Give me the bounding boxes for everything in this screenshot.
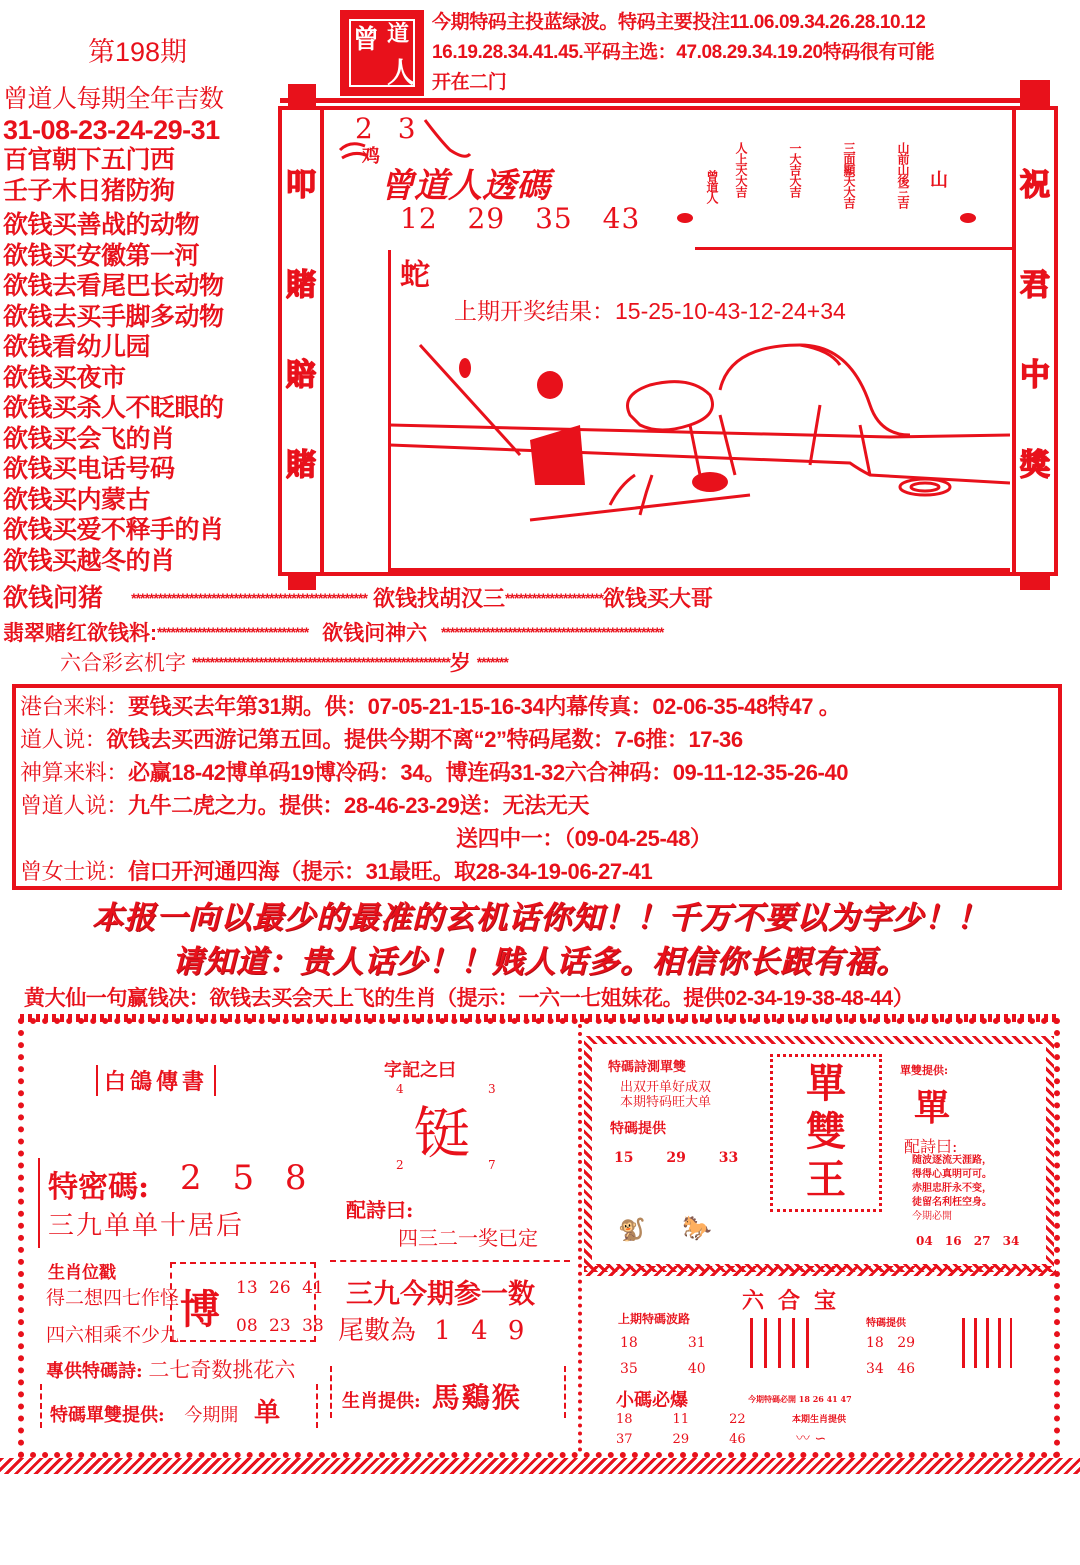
riddle-item: 欲钱买夜市 (3, 362, 126, 392)
tema-label: 特密碼: (48, 1170, 150, 1205)
riddle-item: 欲钱买杀人不眨眼的 (3, 393, 224, 422)
dashed-rule (330, 1260, 570, 1262)
vertical-verse: 一大吉大吉 (788, 142, 802, 197)
slogan-line: 请知道：贵人话少！！贱人话多。相信你长跟有福。 (172, 944, 908, 980)
bo-row: 13 26 41 (236, 1278, 324, 1298)
lucky-numbers: 31-08-23-24-29-31 (3, 114, 220, 145)
bo-row: 08 23 38 (236, 1316, 324, 1336)
tema-numbers: 18 29 34 46 (866, 1335, 916, 1377)
scroll-rail-left (278, 106, 324, 576)
peishi-text: 四三二一奖已定 (398, 1226, 538, 1250)
danshuang-label: 單雙提供: (900, 1064, 949, 1077)
zodiac-horse-icon: 🐎 (682, 1214, 712, 1242)
seal-char: 道 (387, 21, 410, 47)
scroll-number: 12 (400, 202, 438, 235)
top-notice-line: 今期特码主投蓝绿波。特码主要投注11.06.09.34.26.28.10.12 (432, 12, 926, 33)
scroll-cap (1020, 80, 1050, 108)
issue-number: 第198期 (88, 37, 188, 67)
huang-daxian-tip: 黄大仙一句赢钱决：欲钱去买会天上飞的生肖（提示：一六一七姐妹花。提供02-34-19-38-48-44） (24, 987, 914, 1010)
corner-zodiac: 鸡 (362, 146, 380, 167)
rail-char: 賭 (286, 268, 316, 303)
scroll-numbers (400, 202, 640, 235)
rail-char: 叩 (286, 168, 316, 203)
top-notice-line: 开在二门 (432, 72, 507, 93)
zodiac-row: 生肖提供: 馬鷄猴 (342, 1381, 522, 1414)
shengxiao-label: 生肖位戳 (48, 1263, 116, 1283)
info-line: 港台来料：要钱买去年第31期。供：07-05-21-15-16-34内幕传真：02-06-35-48特47 。 (20, 694, 841, 719)
rail-char: 獎 (1020, 448, 1050, 483)
last-wave-label: 上期特碼波路 (618, 1312, 691, 1326)
last-draw-result (454, 293, 846, 326)
star-text: 岁 (449, 652, 471, 675)
star-row: 欲钱问猪 ***************************************************** 欲钱找胡汉三**********************欲钱买大哥 (3, 584, 713, 612)
last-wave-numbers: 18 31 35 40 (620, 1335, 706, 1377)
star-text: 欲钱问猪 (3, 584, 104, 612)
zi-corner: 4 (396, 1082, 404, 1096)
riddle-item: 欲钱买安徽第一河 (3, 240, 200, 270)
top-notice-line: 16.19.28.34.41.45.平码主选：47.08.29.34.19.20特码很有可能 (432, 42, 935, 63)
scroll-number: 43 (602, 202, 641, 235)
slogan-line: 本报一向以最少的最准的玄机话你知！！千万不要以为字少！！ (92, 900, 988, 936)
vertical-verses (750, 1318, 810, 1368)
rail-char: 君 (1020, 268, 1050, 303)
dot-icon (960, 213, 976, 223)
canyi-title: 三九今期参一数 (346, 1279, 535, 1310)
left-title: 曾道人每期全年吉数 (3, 84, 224, 113)
zi-char: 铤 (414, 1102, 470, 1167)
zi-corner: 3 (488, 1082, 496, 1096)
small-label: 小碼必爆 (616, 1390, 688, 1411)
vertical-verses (962, 1318, 1012, 1368)
info-line: 神算来料：必赢18-42博单码19博冷码：34。博连码31-32六合神码：09-11-12-35-26-40 (20, 760, 849, 785)
scroll-rail-right (1012, 106, 1058, 576)
scroll-cap (288, 84, 316, 108)
seal-logo (340, 10, 424, 96)
rail-char: 賠 (286, 358, 316, 393)
poem-row: 專供特碼詩: 二七奇数挑花六 (46, 1358, 296, 1382)
numbers: 04 16 27 34 (916, 1234, 1020, 1248)
tema-label: 特碼提供 (610, 1121, 666, 1137)
riddle-item: 欲钱买爱不释手的肖 (3, 515, 224, 544)
zodiac-monkey-icon: 🐒 (618, 1218, 646, 1243)
vertical-verse: 山前山後三吉 (896, 142, 910, 208)
riddle-item: 欲钱买善战的动物 (3, 210, 200, 239)
star-text: 欲钱找胡汉三 (373, 586, 506, 611)
scroll-number: 29 (467, 202, 506, 235)
riddle-item: 欲钱买内蒙古 (3, 484, 151, 514)
verse: 得二想四七作怪 (46, 1287, 180, 1309)
riddle-item: 欲钱买电话号码 (3, 454, 175, 483)
poem: 出双开单好成双 本期特码旺大单 (620, 1080, 712, 1110)
zi-corner: 2 (396, 1158, 404, 1172)
tema-label: 特碼提供 (866, 1318, 906, 1329)
riddle-item: 欲钱买越冬的肖 (3, 545, 175, 575)
label: 特碼詩測單雙 (608, 1060, 687, 1075)
vertical-verse: 曾道人 (705, 170, 719, 203)
pigeon-letter-header: 白鴿傳書 (96, 1065, 216, 1096)
last-draw-label: 上期开奖结果： (454, 298, 615, 324)
info-line: 曾女士说：信口开河通四海（提示：31最旺。取28-34-19-06-27-41 (20, 859, 653, 884)
danshuang-char: 單 (914, 1087, 951, 1129)
scroll-number: 35 (535, 202, 573, 235)
left-column (3, 84, 278, 576)
scroll-title: 曾道人透碼 (380, 166, 550, 206)
top-rule (280, 98, 1040, 103)
tema-digits: 2 5 8 (180, 1158, 317, 1198)
liuhe-title: 六合宝 (742, 1288, 851, 1314)
verse: 壬子木日猪防狗 (3, 175, 175, 205)
vertical-verse: 山 (930, 170, 948, 191)
star-row: 翡翠赌红欲钱料:********************************** 欲钱问神六 ************************************************** (3, 622, 664, 645)
star-text: 欲钱问神六 (322, 622, 428, 645)
zi-corner: 7 (488, 1158, 496, 1172)
slogan (0, 896, 1080, 984)
zodiac-icons: 〰 ∽ (796, 1431, 827, 1447)
weishu-row: 尾數為 1 4 9 (338, 1316, 531, 1346)
center-title: 單 雙 王 (806, 1060, 846, 1203)
rail-char: 祝 (1020, 168, 1050, 203)
vertical-verse: 三面顯天大吉 (842, 142, 856, 208)
dot-icon (677, 213, 693, 223)
zodiac-label: 本期生肖提供 (792, 1415, 847, 1425)
riddle-item: 欲钱去看尾巴长动物 (3, 271, 224, 300)
scroll-zodiac: 蛇 (400, 258, 430, 293)
seal-char: 曾 (353, 25, 380, 55)
riddle-item: 欲钱看幼儿园 (3, 332, 151, 361)
info-line: 道人说：欲钱去买西游记第五回。提供今期不离“2”特码尾数：7-6推：17-36 (20, 727, 743, 752)
poem-lines: 随波逐流天涯路， 得得心真明可可。 赤胆忠肝永不变， 徒留名利枉空身。 今期必開 (912, 1155, 992, 1222)
verse: 四六相乘不少九 (46, 1324, 180, 1346)
last-draw-value: 15-25-10-43-12-24+34 (615, 298, 846, 324)
verse: 百官朝下五门西 (3, 145, 175, 174)
star-text: 欲钱买大哥 (602, 586, 713, 611)
rail-char: 中 (1020, 358, 1050, 393)
zi-label: 字記之曰 (384, 1060, 456, 1081)
seal-char: 人 (387, 56, 416, 89)
riddle-item: 欲钱去买手脚多动物 (3, 301, 224, 331)
rail-char: 賭 (286, 448, 316, 483)
zigzag-border (0, 1458, 1080, 1474)
info-lines (20, 690, 1050, 888)
corner-numbers: 2 3 (355, 112, 424, 145)
star-row: 六合彩玄机字 **********************************************************岁 ******* (60, 652, 508, 675)
bo-char: 博 (180, 1286, 220, 1333)
tema-numbers: 15 29 33 (614, 1150, 739, 1166)
danshuang-row: 特碼單雙提供: 今期開 单 (50, 1398, 281, 1428)
tema-verse: 三九单单十居后 (48, 1211, 245, 1241)
vertical-verse: 人上天大吉 (734, 142, 748, 197)
star-text: 六合彩玄机字 (60, 652, 186, 675)
small-numbers: 18 11 22 37 29 46 (616, 1412, 746, 1447)
info-line: 曾道人说：九牛二虎之力。提供：28-46-23-29送：无法无天 (20, 793, 590, 818)
star-text: 翡翠赌红欲钱料: (3, 622, 157, 645)
peishi-label: 配詩曰: (346, 1198, 414, 1222)
cowherd-ox-illustration (390, 325, 1010, 565)
info-line: 送四中一：（09-04-25-48） (456, 826, 712, 851)
poem-label: 配詩曰: (904, 1137, 958, 1156)
riddle-item: 欲钱买会飞的肖 (3, 423, 175, 453)
scroll-cap (1020, 574, 1050, 590)
stripe-divider (584, 1266, 1056, 1276)
mid-text: 今期特碼必開 18 26 41 47 (748, 1394, 852, 1404)
top-notice (432, 8, 1072, 98)
